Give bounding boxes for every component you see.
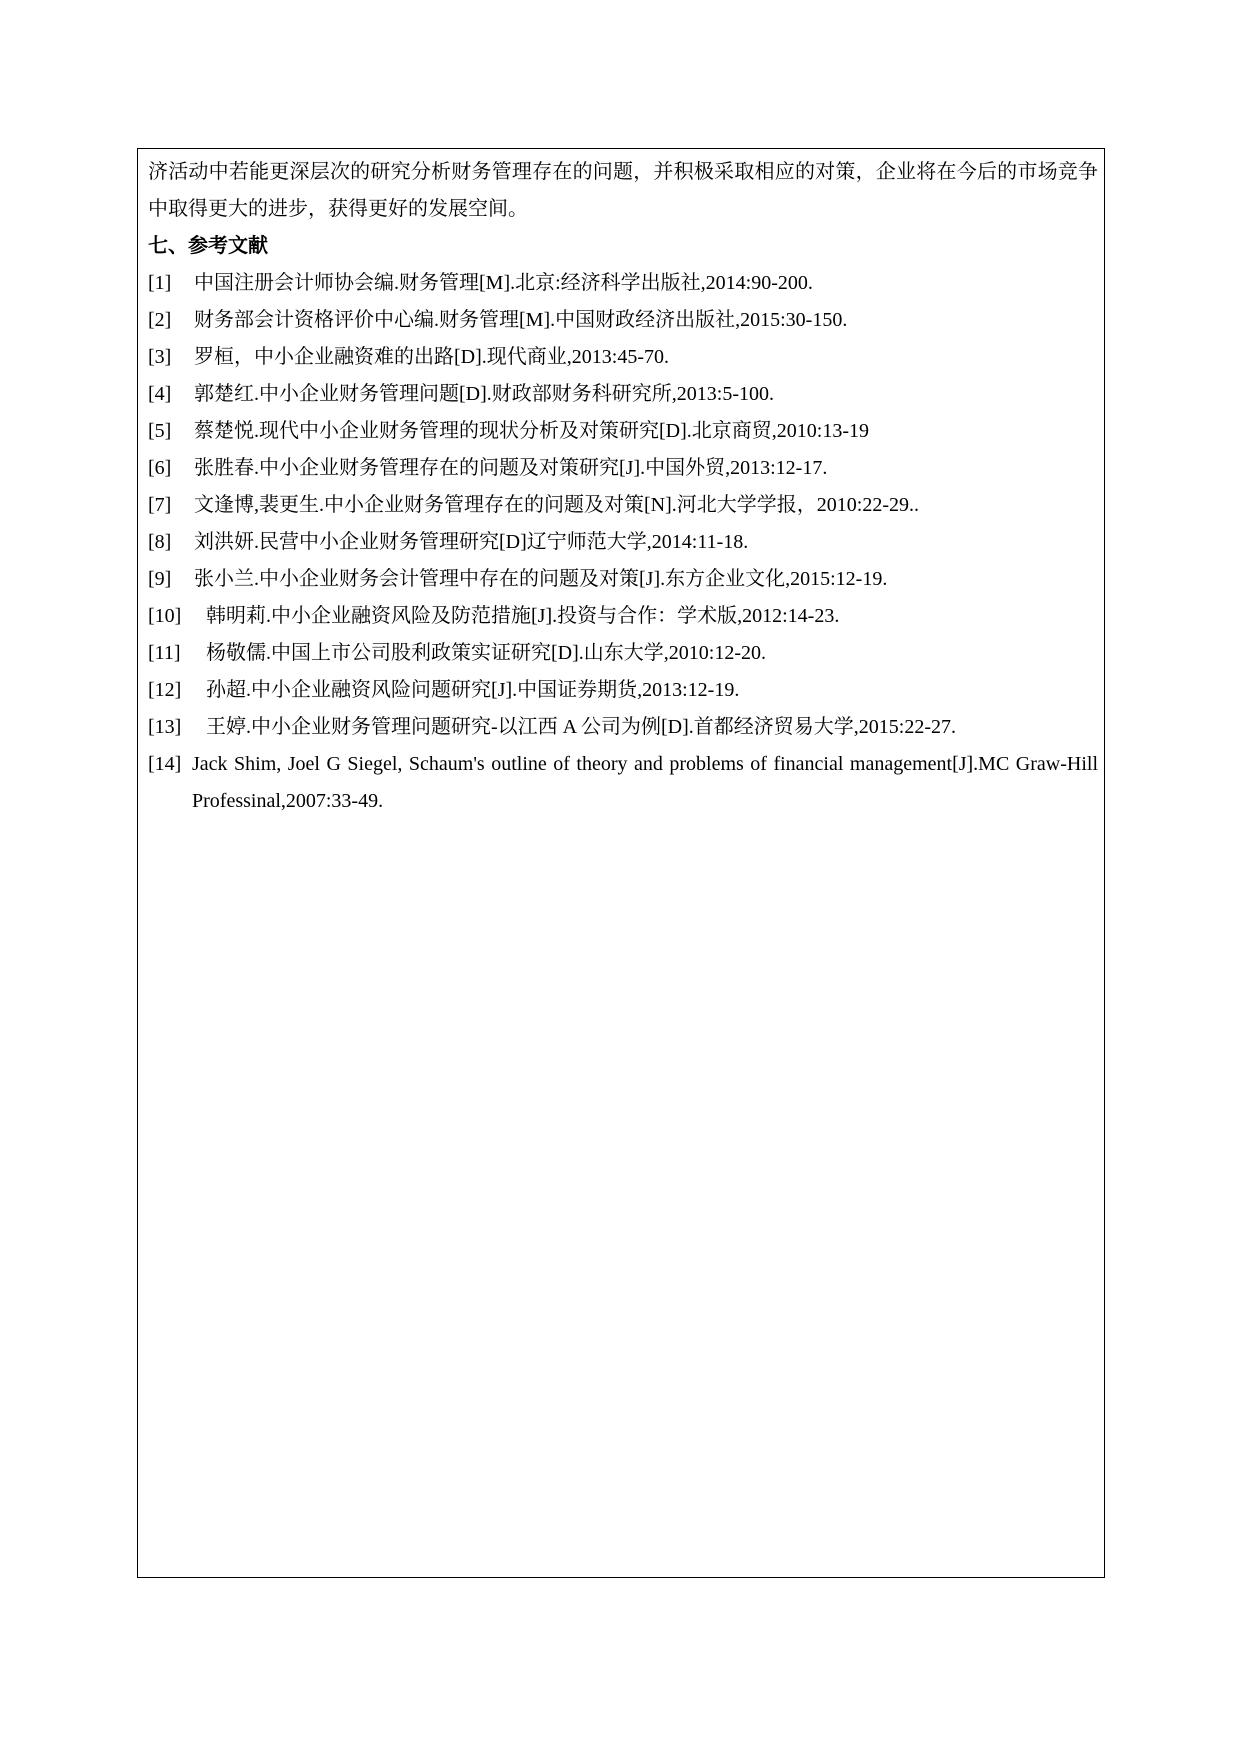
reference-text: 文逢博,裴更生.中小企业财务管理存在的问题及对策[N].河北大学学报，2010:22-29.. xyxy=(194,494,919,516)
reference-list xyxy=(148,265,1098,820)
reference-text: 张胜春.中小企业财务管理存在的问题及对策研究[J].中国外贸,2013:12-17. xyxy=(194,457,828,479)
reference-text: 罗桓，中小企业融资难的出路[D].现代商业,2013:45-70. xyxy=(194,346,669,368)
page-content xyxy=(148,154,1098,820)
reference-text: 财务部会计资格评价中心编.财务管理[M].中国财政经济出版社,2015:30-150. xyxy=(194,309,848,331)
reference-number: [7] xyxy=(148,494,172,516)
reference-text: 孙超.中小企业融资风险问题研究[J].中国证券期货,2013:12-19. xyxy=(206,679,740,701)
reference-number: [10] xyxy=(148,605,182,627)
reference-number: [8] xyxy=(148,531,172,553)
reference-item xyxy=(148,265,1098,302)
reference-number: [1] xyxy=(148,272,172,294)
reference-item xyxy=(148,450,1098,487)
reference-number: [3] xyxy=(148,346,172,368)
reference-text: Jack Shim, Joel G Siegel, Schaum's outline of theory and problems of financial management[J].MC Graw-Hill Professinal,2007:33-49. xyxy=(192,753,1098,812)
reference-text: 张小兰.中小企业财务会计管理中存在的问题及对策[J].东方企业文化,2015:12-19. xyxy=(194,568,888,590)
reference-item xyxy=(148,746,1098,820)
reference-number: [9] xyxy=(148,568,172,590)
reference-number: [2] xyxy=(148,309,172,331)
reference-item xyxy=(148,635,1098,672)
reference-item xyxy=(148,339,1098,376)
reference-number: [13] xyxy=(148,716,182,738)
reference-item xyxy=(148,302,1098,339)
reference-item xyxy=(148,524,1098,561)
reference-text: 蔡楚悦.现代中小企业财务管理的现状分析及对策研究[D].北京商贸,2010:13-19 xyxy=(194,420,869,442)
reference-number: [6] xyxy=(148,457,172,479)
references-heading: 七、参考文献 xyxy=(148,235,268,257)
reference-number: [12] xyxy=(148,679,182,701)
reference-number: [4] xyxy=(148,383,172,405)
intro-paragraph: 济活动中若能更深层次的研究分析财务管理存在的问题，并积极采取相应的对策，企业将在今后的市场竞争中取得更大的进步，获得更好的发展空间。 xyxy=(148,161,1098,220)
reference-item xyxy=(148,709,1098,746)
reference-item xyxy=(148,376,1098,413)
reference-item xyxy=(148,413,1098,450)
reference-number: [11] xyxy=(148,642,181,664)
reference-item xyxy=(148,672,1098,709)
reference-number: [14] xyxy=(148,753,182,775)
reference-text: 刘洪妍.民营中小企业财务管理研究[D]辽宁师范大学,2014:11-18. xyxy=(194,531,749,553)
reference-text: 郭楚红.中小企业财务管理问题[D].财政部财务科研究所,2013:5-100. xyxy=(194,383,774,405)
reference-text: 中国注册会计师协会编.财务管理[M].北京:经济科学出版社,2014:90-200. xyxy=(194,272,813,294)
reference-number: [5] xyxy=(148,420,172,442)
reference-text: 王婷.中小企业财务管理问题研究-以江西 A 公司为例[D].首都经济贸易大学,2015:22-27. xyxy=(206,716,956,738)
reference-item xyxy=(148,487,1098,524)
reference-text: 韩明莉.中小企业融资风险及防范措施[J].投资与合作：学术版,2012:14-23. xyxy=(206,605,840,627)
reference-text: 杨敬儒.中国上市公司股利政策实证研究[D].山东大学,2010:12-20. xyxy=(206,642,766,664)
reference-item xyxy=(148,561,1098,598)
reference-item xyxy=(148,598,1098,635)
